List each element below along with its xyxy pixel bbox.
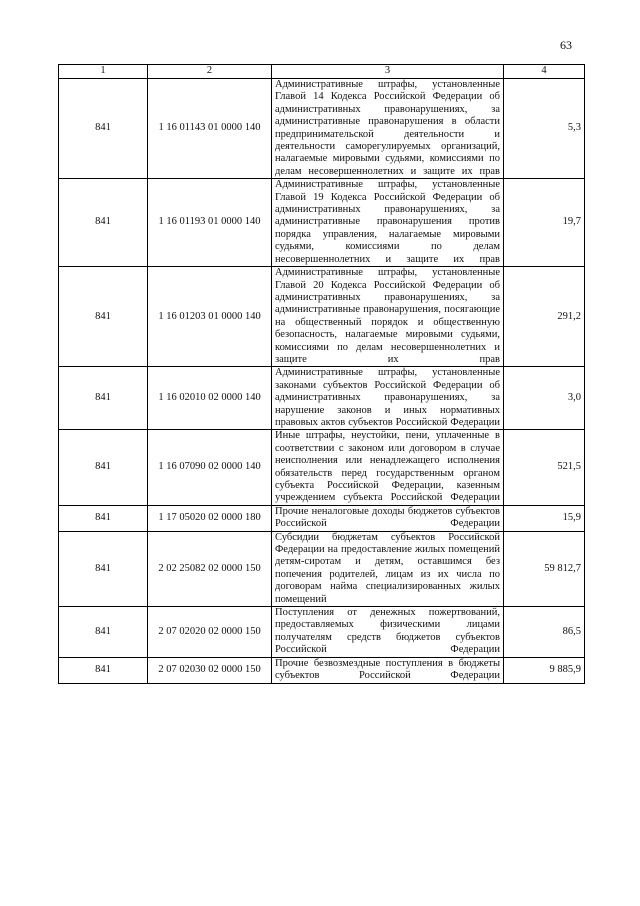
table-row bbox=[59, 607, 585, 658]
revenue-name-cell: Поступления от денежных пожертвований, предоставляемых физическими лицами получателям средств бюджетов субъектов Российской Федерации bbox=[272, 607, 504, 658]
table-row bbox=[59, 79, 585, 179]
budget-code-cell: 1 16 07090 02 0000 140 bbox=[148, 430, 272, 505]
admin-code-cell: 841 bbox=[59, 267, 148, 367]
table-row bbox=[59, 430, 585, 505]
admin-code-cell: 841 bbox=[59, 505, 148, 531]
admin-code-cell: 841 bbox=[59, 657, 148, 683]
column-header-1: 1 bbox=[59, 65, 148, 79]
revenue-name-cell: Административные штрафы, установленные Главой 20 Кодекса Российской Федерации об административных правонарушениях, за административные правонарушения, посягающие на общественный порядок и общественную безопасность, налагаемые мировыми судьями, комиссиями по делам несовершеннолетних и защите их прав bbox=[272, 267, 504, 367]
revenue-name-cell: Иные штрафы, неустойки, пени, уплаченные в соответствии с законом или договором в случае неисполнения или ненадлежащего исполнения обязательств перед государственным органом субъекта Российской Федерации, казенным учреждением субъекта Российской Федерации bbox=[272, 430, 504, 505]
budget-code-cell: 2 07 02020 02 0000 150 bbox=[148, 607, 272, 658]
amount-cell: 3,0 bbox=[504, 367, 585, 430]
amount-cell: 59 812,7 bbox=[504, 531, 585, 606]
admin-code-cell: 841 bbox=[59, 531, 148, 606]
budget-code-cell: 1 16 01143 01 0000 140 bbox=[148, 79, 272, 179]
amount-cell: 5,3 bbox=[504, 79, 585, 179]
admin-code-cell: 841 bbox=[59, 79, 148, 179]
column-header-2: 2 bbox=[148, 65, 272, 79]
admin-code-cell: 841 bbox=[59, 430, 148, 505]
table-row bbox=[59, 367, 585, 430]
revenue-table bbox=[58, 64, 585, 684]
admin-code-cell: 841 bbox=[59, 367, 148, 430]
amount-cell: 15,9 bbox=[504, 505, 585, 531]
revenue-name-cell: Субсидии бюджетам субъектов Российской Федерации на предоставление жилых помещений детям-сиротам и детям, оставшимся без попечения родителей, лицам из их числа по договорам найма специализированных жилых помещений bbox=[272, 531, 504, 606]
revenue-name-cell: Прочие неналоговые доходы бюджетов субъектов Российской Федерации bbox=[272, 505, 504, 531]
amount-cell: 521,5 bbox=[504, 430, 585, 505]
revenue-name-cell: Административные штрафы, установленные законами субъектов Российской Федерации об административных правонарушениях, за нарушение законов и иных нормативных правовых актов субъектов Российской Федерации bbox=[272, 367, 504, 430]
column-header-4: 4 bbox=[504, 65, 585, 79]
table-row bbox=[59, 531, 585, 606]
table-row bbox=[59, 657, 585, 683]
admin-code-cell: 841 bbox=[59, 179, 148, 267]
table-row bbox=[59, 505, 585, 531]
column-header-3: 3 bbox=[272, 65, 504, 79]
amount-cell: 19,7 bbox=[504, 179, 585, 267]
budget-code-cell: 1 16 02010 02 0000 140 bbox=[148, 367, 272, 430]
table-row bbox=[59, 179, 585, 267]
amount-cell: 291,2 bbox=[504, 267, 585, 367]
budget-code-cell: 2 07 02030 02 0000 150 bbox=[148, 657, 272, 683]
revenue-name-cell: Прочие безвозмездные поступления в бюджеты субъектов Российской Федерации bbox=[272, 657, 504, 683]
page-number: 63 bbox=[560, 38, 572, 52]
budget-code-cell: 2 02 25082 02 0000 150 bbox=[148, 531, 272, 606]
revenue-name-cell: Административные штрафы, установленные Главой 19 Кодекса Российской Федерации об административных правонарушениях, за административные правонарушения против порядка управления, налагаемые мировыми судьями, комиссиями по делам несовершеннолетних и защите их прав bbox=[272, 179, 504, 267]
budget-code-cell: 1 16 01203 01 0000 140 bbox=[148, 267, 272, 367]
amount-cell: 86,5 bbox=[504, 607, 585, 658]
budget-code-cell: 1 17 05020 02 0000 180 bbox=[148, 505, 272, 531]
budget-code-cell: 1 16 01193 01 0000 140 bbox=[148, 179, 272, 267]
amount-cell: 9 885,9 bbox=[504, 657, 585, 683]
revenue-name-cell: Административные штрафы, установленные Главой 14 Кодекса Российской Федерации об административных правонарушениях, за административные правонарушения в области предпринимательской деятельности и деятельности саморегулируемых организаций, налагаемые мировыми судьями, комиссиями по делам несовершеннолетних и защите их прав bbox=[272, 79, 504, 179]
admin-code-cell: 841 bbox=[59, 607, 148, 658]
table-row bbox=[59, 267, 585, 367]
table-header-row bbox=[59, 65, 585, 79]
